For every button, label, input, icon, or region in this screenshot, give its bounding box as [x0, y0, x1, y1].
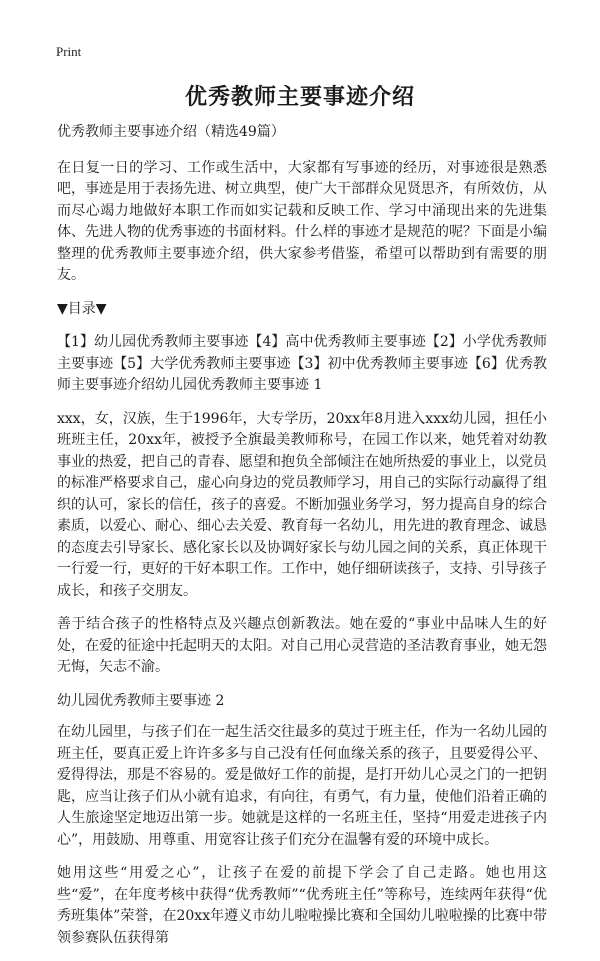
section-heading: 幼儿园优秀教师主要事迹 2: [57, 692, 225, 709]
body-paragraph: 她用这些“用爱之心”，让孩子在爱的前提下学会了自己走路。她也用这些“爱”，在年度考核中获得“优秀教师”“优秀班主任”等称号，连续两年获得“优秀班集体”荣誉，在20xx年遵义市幼儿啦啦操比赛和全国幼儿啦啦操的比赛中带领参赛队伍获得第: [57, 865, 547, 946]
article-body: [57, 122, 547, 961]
print-link[interactable]: Print: [56, 44, 82, 59]
toc-list[interactable]: 【1】幼儿园优秀教师主要事迹【4】高中优秀教师主要事迹【2】小学优秀教师主要事迹【5】大学优秀教师主要事迹【3】初中优秀教师主要事迹【6】优秀教师主要事迹介绍幼儿园优秀教师主要事迹 1: [57, 334, 547, 393]
article-subtitle: 优秀教师主要事迹介绍（精选49篇）: [57, 124, 285, 140]
body-paragraph: xxx，女，汉族，生于1996年，大专学历，20xx年8月进入xxx幼儿园，担任小班班主任，20xx年，被授予全旗最美教师称号，在园工作以来，她凭着对幼教事业的热爱，把自己的青春、愿望和抱负全部倾注在她所热爱的事业上，以党员的标准严格要求自己，虚心向身边的党员教师学习，用自己的实际行动赢得了组织的认可，家长的信任，孩子的喜爱。不断加强业务学习，努力提高自身的综合素质，以爱心、耐心、细心去关爱、教育每一名幼儿，用先进的教育理念、诚恳的态度去引导家长、感化家长以及协调好家长与幼儿园之间的关系，真正体现干一行爱一行，更好的干好本职工作。工作中，她仔细研读孩子，支持、引导孩子成长，和孩子交朋友。: [57, 410, 547, 599]
body-paragraph: 在幼儿园里，与孩子们在一起生活交往最多的莫过于班主任，作为一名幼儿园的班主任，要真正爱上许许多多与自己没有任何血缘关系的孩子，且要爱得公平、爱得得法，那是不容易的。爱是做好工作的前提，是打开幼儿心灵之门的一把钥匙，应当让孩子们从小就有追求，有向往，有勇气，有力量，使他们沿着正确的人生旅途坚定地迈出第一步。她就是这样的一名班主任，坚持“用爱走进孩子内心”，用鼓励、用尊重、用宽容让孩子们充分在温馨有爱的环境中成长。: [57, 724, 547, 848]
intro-paragraph: 在日复一日的学习、工作或生活中，大家都有写事迹的经历，对事迹很是熟悉吧，事迹是用于表扬先进、树立典型，使广大干部群众见贤思齐，有所效仿，从而尽心竭力地做好本职工作而如实记载和反映工作、学习中涌现出来的先进集体、先进人物的优秀事迹的书面材料。什么样的事迹才是规范的呢？下面是小编整理的优秀教师主要事迹介绍，供大家参考借鉴，希望可以帮助到有需要的朋友。: [57, 159, 547, 283]
toc-toggle[interactable]: ▼目录▼: [57, 300, 107, 317]
body-paragraph: 善于结合孩子的性格特点及兴趣点创新教法。她在爱的“事业中品味人生的好处，在爱的征途中托起明天的太阳。对自己用心灵营造的圣洁教育事业，她无怨无悔，矢志不渝。: [57, 616, 547, 675]
page-title: 优秀教师主要事迹介绍: [184, 84, 415, 110]
